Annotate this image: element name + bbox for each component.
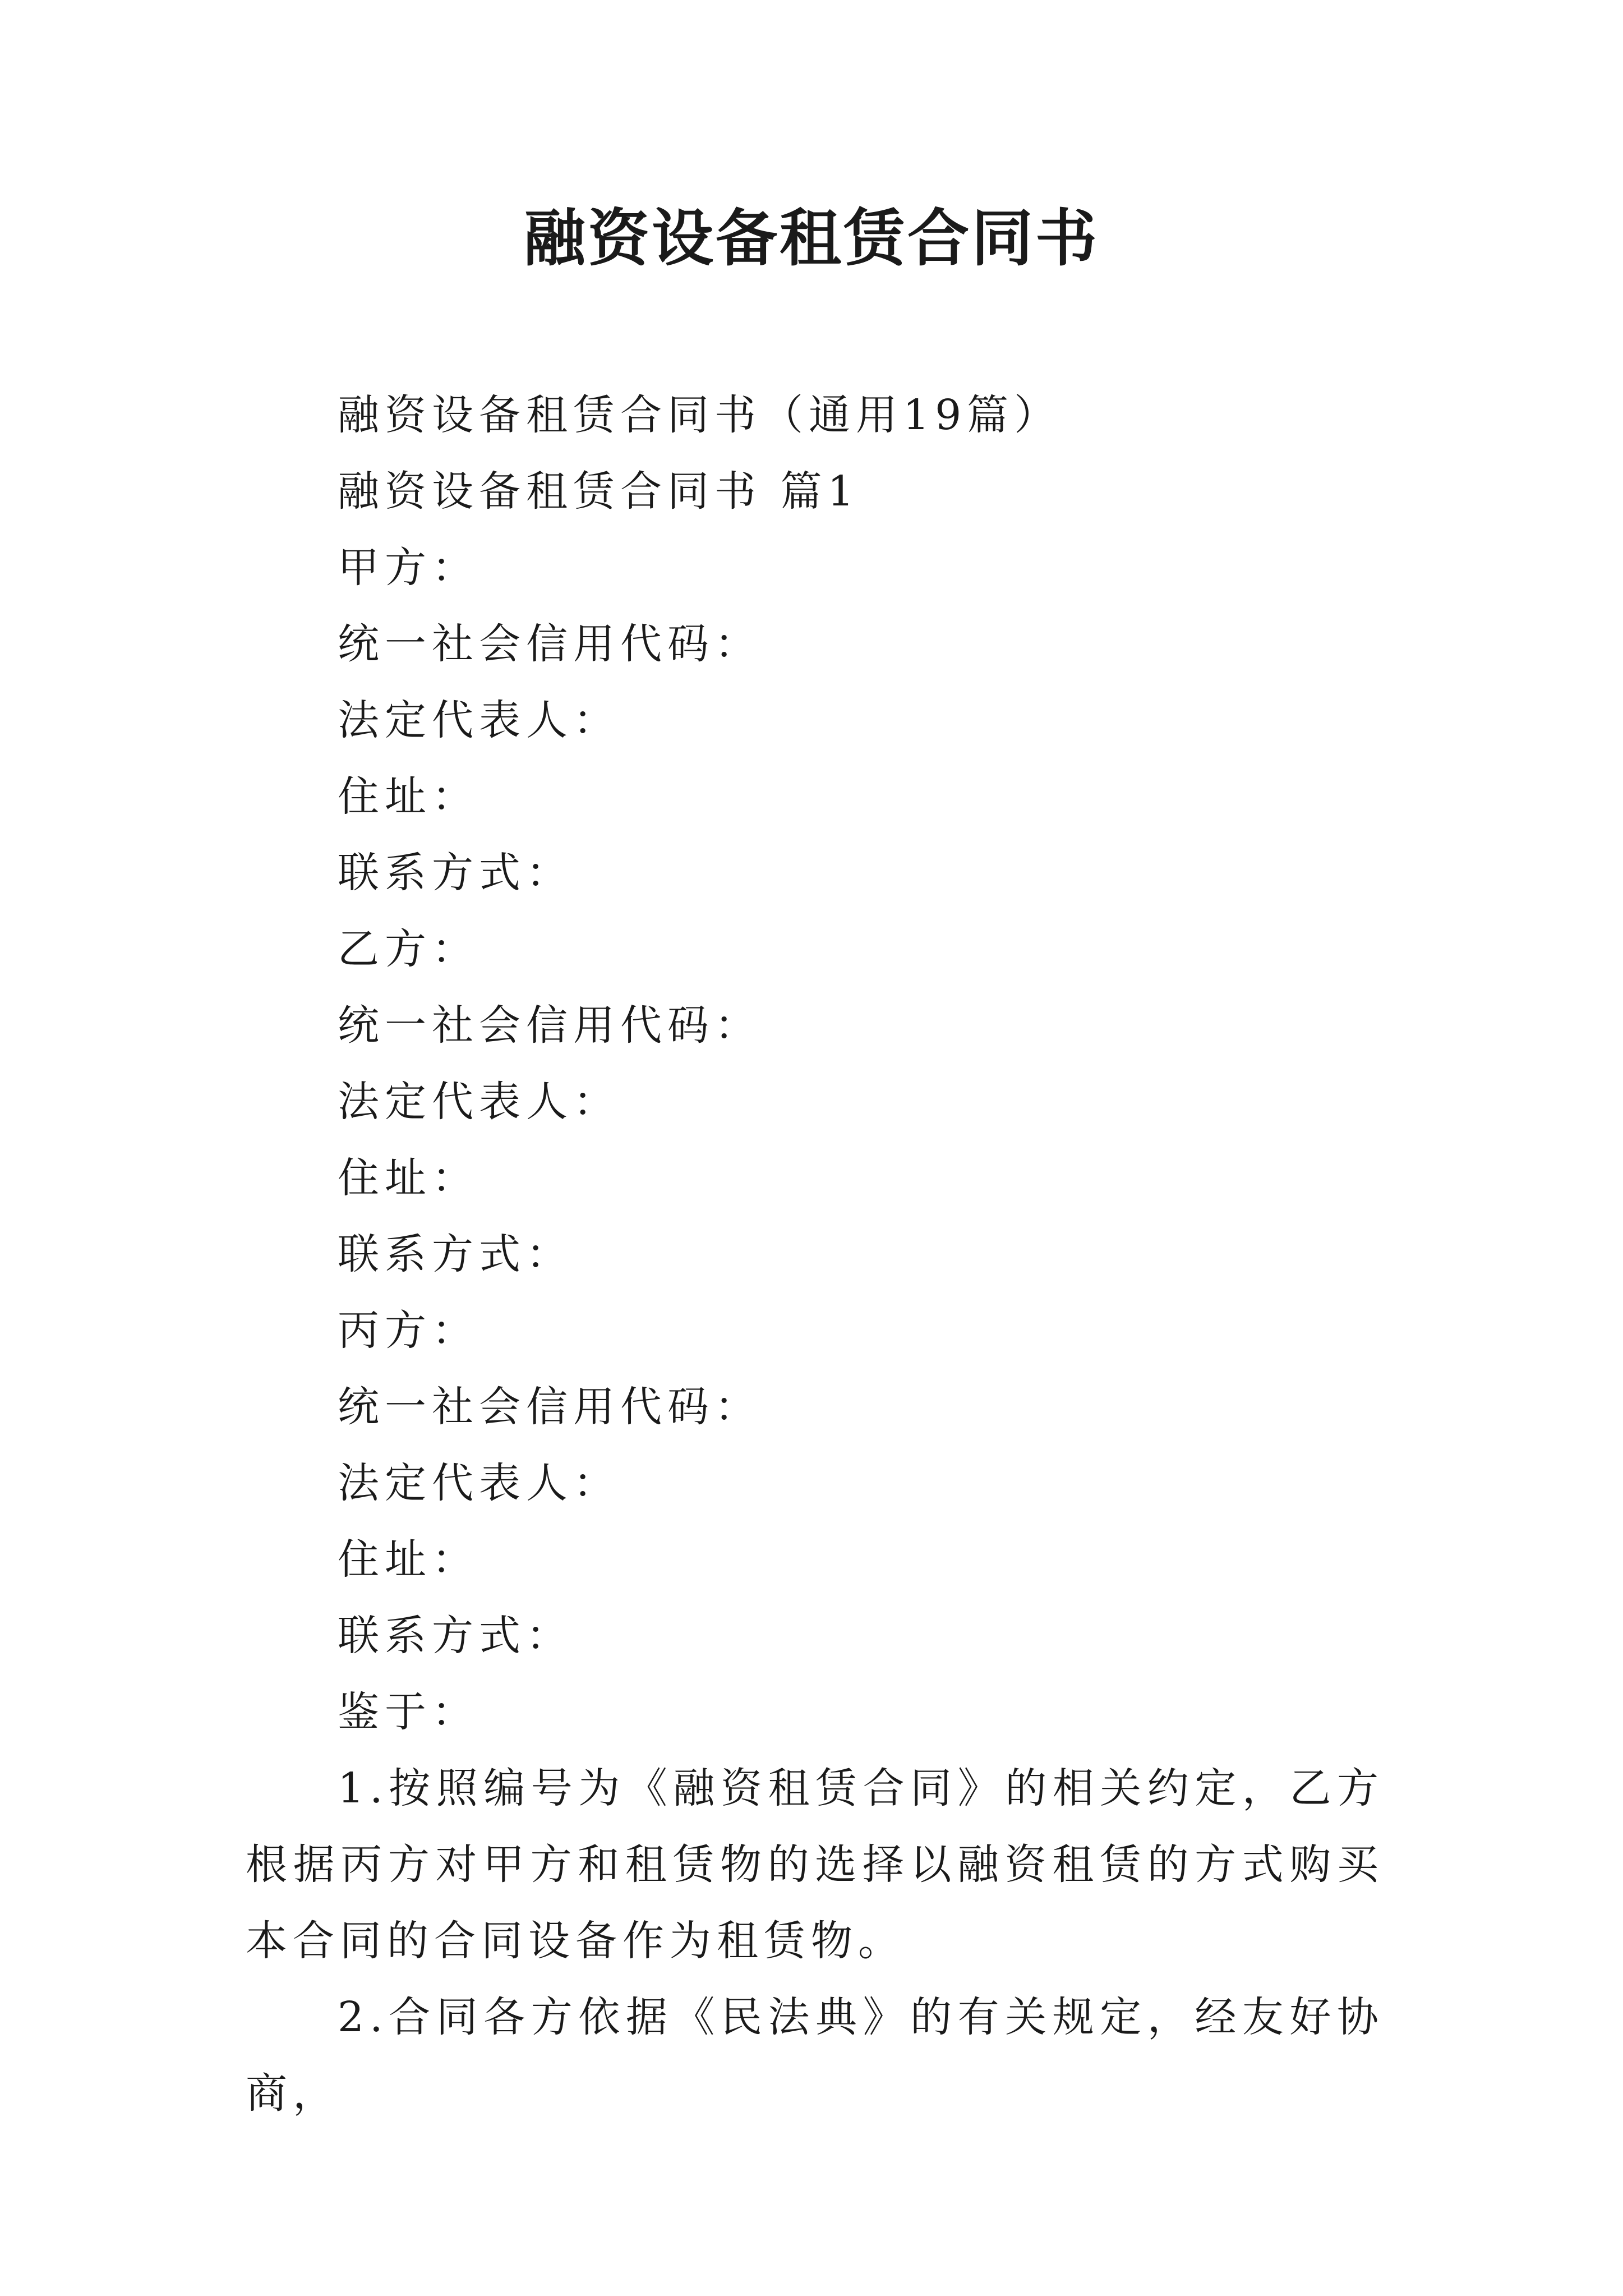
section-heading: 融资设备租赁合同书 篇1 — [338, 467, 860, 516]
party-a-contact: 联系方式： — [338, 849, 573, 897]
party-c-block — [246, 1292, 1384, 1674]
party-a-credit-code: 统一社会信用代码： — [338, 620, 762, 668]
whereas-label: 鉴于： — [338, 1688, 479, 1736]
party-b-credit-code: 统一社会信用代码： — [338, 1001, 762, 1050]
party-a-address: 住址： — [338, 772, 479, 821]
party-c-address: 住址： — [338, 1535, 479, 1584]
party-c-credit-code: 统一社会信用代码： — [338, 1383, 762, 1431]
party-b-contact: 联系方式： — [338, 1230, 573, 1278]
party-b-address: 住址： — [338, 1154, 479, 1202]
party-c-label: 丙方： — [338, 1306, 479, 1355]
party-a-block — [246, 530, 1384, 911]
party-b-legal-rep: 法定代表人： — [338, 1078, 620, 1126]
party-c-legal-rep: 法定代表人： — [338, 1459, 620, 1507]
party-b-label: 乙方： — [338, 925, 479, 973]
party-b-block — [246, 911, 1384, 1292]
party-a-legal-rep: 法定代表人： — [338, 696, 620, 744]
document-title: 融资设备租赁合同书 — [524, 202, 1099, 274]
document-body — [246, 377, 1384, 2132]
document-subtitle: 融资设备租赁合同书（通用19篇） — [338, 391, 1062, 439]
party-a-label: 甲方： — [338, 544, 479, 592]
party-c-contact: 联系方式： — [338, 1612, 573, 1660]
clause-paragraph: 1.按照编号为《融资租赁合同》的相关约定，乙方根据丙方对甲方和租赁物的选择以融资租赁的方式购买本合同的合同设备作为租赁物。 — [246, 1764, 1384, 1965]
clause-paragraph: 2.合同各方依据《民法典》的有关规定，经友好协商， — [246, 1993, 1384, 2118]
